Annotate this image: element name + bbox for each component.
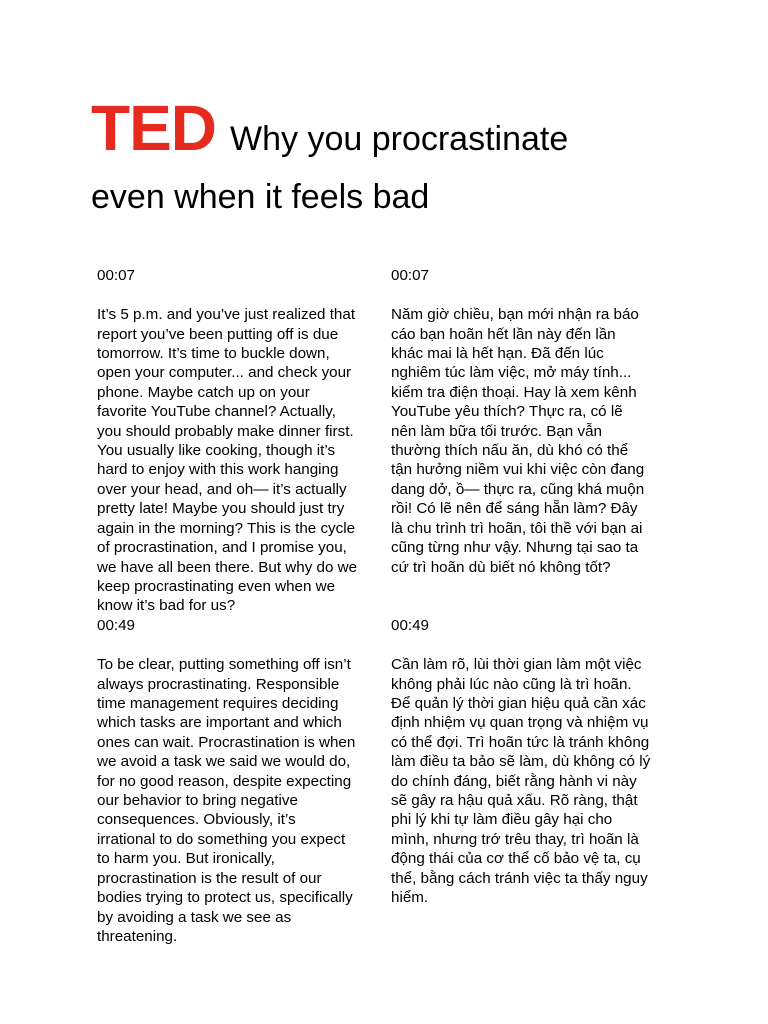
segment-1-vietnamese-text: Năm giờ chiều, bạn mới nhận ra báo cáo bạn hoãn hết lần này đến lần khác mai là hết hạn. Đã đến lúc nghiêm túc làm việc, mở máy tính... kiểm tra điện thoại. Hay là xem kênh YouTube yêu thích? Thực ra, có lẽ nên làm bữa tối trước. Bạn vẫn thường thích nấu ăn, dù khó có thể tận hưởng niềm vui khi việc còn đang dang dở, ồ— thực ra, cũng khá muộn rồi! Có lẽ nên để sáng hẵn làm? Đây là chu trình trì hoãn, tôi thề với bạn ai cũng từng như vậy. Nhưng tại sao ta cứ trì hoãn dù biết nó không tốt? bbox=[391, 306, 645, 576]
segment-2-english bbox=[97, 597, 389, 966]
segment-1-vietnamese bbox=[391, 247, 683, 596]
title-line-1 bbox=[91, 92, 731, 171]
segment-2-english-text: To be clear, putting something off isn’t always procrastinating. Responsible time management requires deciding which tasks are important and which ones can wait. Procrastination is when we avoid a task we said we would do, for no good reason, despite expecting our behavior to bring negative consequences. Obviously, it’s irrational to do something you expect to harm you. But ironically, procrastination is the result of our bodies trying to protect us, specifically by avoiding a task we see as threatening. bbox=[97, 656, 356, 945]
ted-logo: TED bbox=[91, 92, 216, 164]
segment-1-vietnamese-timestamp: 00:07 bbox=[391, 267, 430, 285]
document-title bbox=[91, 92, 731, 219]
segment-2-vietnamese-timestamp: 00:49 bbox=[391, 617, 430, 635]
segment-1-english bbox=[97, 247, 389, 635]
segment-1-english-text: It’s 5 p.m. and you’ve just realized that report you’ve been putting off is due tomorrow. It’s time to buckle down, open your computer... and check your phone. Maybe catch up on your favorite YouTube channel? Actually, you should probably make dinner first. You usually like cooking, though it’s hard to enjoy with this work hanging over your head, and oh— it’s actually pretty late! Maybe you should just try again in the morning? This is the cycle of procrastination, and I promise you, we have all been there. But why do we keep procrastinating even when we know it’s bad for us? bbox=[97, 306, 358, 615]
segment-2-vietnamese-text: Cần làm rõ, lùi thời gian làm một việc không phải lúc nào cũng là trì hoãn. Để quản lý thời gian hiệu quả cần xác định nhiệm vụ quan trọng và nhiệm vụ có thể đợi. Trì hoãn tức là tránh không làm điều ta bảo sẽ làm, dù không có lý do chính đáng, biết rằng hành vi này sẽ gây ra hậu quả xấu. Rõ ràng, thật phi lý khi tự làm điều gây hại cho mình, nhưng trớ trêu thay, trì hoãn là động thái của cơ thể cố bảo vệ ta, cụ thể, bằng cách tránh việc ta thấy nguy hiểm. bbox=[391, 656, 651, 907]
title-text-line-1: Why you procrastinate bbox=[230, 120, 569, 158]
segment-2-english-timestamp: 00:49 bbox=[97, 617, 136, 635]
segment-2-vietnamese bbox=[391, 597, 683, 927]
title-text-line-2: even when it feels bad bbox=[91, 178, 430, 216]
segment-1-english-timestamp: 00:07 bbox=[97, 267, 136, 285]
